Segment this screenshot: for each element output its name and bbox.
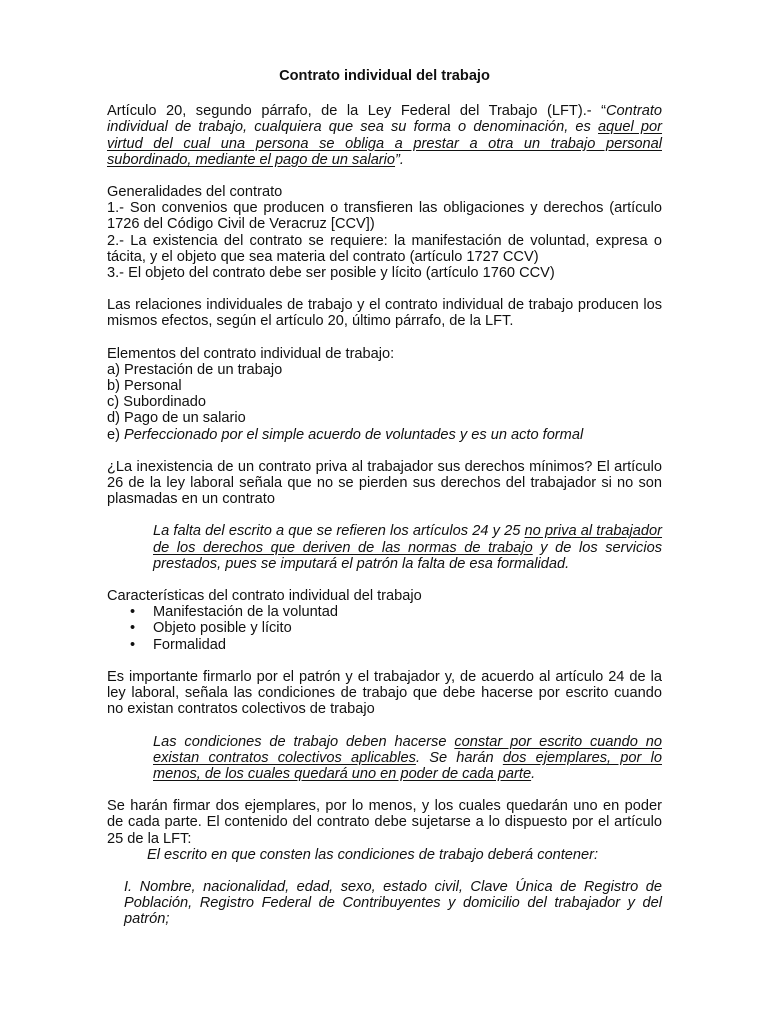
articulo-26-quote [153,523,662,572]
articulo-25-intro: El escrito en que consten las condiciones de trabajo deberá contener: [147,846,599,863]
caracteristicas-section [107,588,662,653]
elementos-item-e [107,427,662,443]
caracteristicas-list [107,604,662,653]
list-item-label: Formalidad [153,636,226,653]
fraccion-1-line-1: I. Nombre, nacionalidad, edad, sexo, estado civil, Clave Única de Registro de [124,878,662,895]
elementos-item-e-text: Perfeccionado por el simple acuerdo de voluntades y es un acto formal [124,426,584,443]
firmar-paragraph: Se harán firmar dos ejemplares, por lo menos, y los cuales quedarán uno en poder de cada parte. El contenido del contrato debe sujetarse a lo dispuesto por el artículo 25 de la LFT: [107,798,662,847]
bullet-icon: • [130,620,136,637]
list-item-label: Manifestación de la voluntad [153,604,338,621]
quote1-underlined: no priva al trabajador de los derechos que deriven de las normas de trabajo [153,523,663,556]
elementos-item-c: c) Subordinado [107,394,206,411]
document-title: Contrato individual del trabajo [279,68,490,84]
generalidades-heading: Generalidades del contrato [107,184,283,201]
articulo-25-fraccion-1 [124,879,662,928]
article-20-lead: Artículo 20, segundo párrafo, de la Ley Federal del Trabajo (LFT).- “ [107,103,607,120]
list-item-label: Objeto posible y lícito [153,620,292,637]
quote2-part-a: Las condiciones de trabajo deben hacerse [153,733,455,750]
article-20-definition: Contrato individual de trabajo, cualquiera que sea su forma o denominación, es [107,103,662,136]
bullet-icon: • [130,604,136,621]
list-item [107,604,662,620]
caracteristicas-heading: Características del contrato individual del trabajo [107,588,422,605]
elementos-item-e-prefix: e) [107,426,125,443]
quote2-underlined-2: dos ejemplares, por lo menos, de los cuales quedará uno en poder de cada parte [153,749,662,782]
quote2-underlined-1: constar por escrito cuando no existan contratos colectivos aplicables [153,733,662,766]
quote1-part-a: La falta del escrito a que se refieren los artículos 24 y 25 [153,523,525,540]
article-20-paragraph [107,103,662,168]
article-20-close: ”. [395,151,404,168]
fraccion-1-line-2: Población, Registro Federal de Contribuyentes y domicilio del trabajador y del patrón; [124,895,662,928]
quote2-part-b: . Se harán [415,749,503,766]
elementos-item-a: a) Prestación de un trabajo [107,361,283,378]
elementos-item-d: d) Pago de un salario [107,410,246,427]
elementos-item-b: b) Personal [107,378,182,395]
list-item [107,637,662,653]
quote1-part-b: y de los servicios prestados, pues se imputará el patrón la falta de esa formalidad. [153,539,662,572]
list-item [107,620,662,636]
article-20-definition-underlined: aquel por virtud del cual una persona se obliga a prestar a otra un trabajo personal subordinado, mediante el pago de un salario [107,119,663,168]
bullet-icon: • [130,636,136,653]
generalidades-item-1: 1.- Son convenios que producen o transfieren las obligaciones y derechos (artículo 1726 del Código Civil de Veracruz [CCV]) [107,200,662,233]
generalidades-item-3: 3.- El objeto del contrato debe ser posible y lícito (artículo 1760 CCV) [107,265,555,282]
inexistencia-paragraph: ¿La inexistencia de un contrato priva al trabajador sus derechos mínimos? El artículo 26 de la ley laboral señala que no se pierden sus derechos del trabajador si no son plasmadas en un contrato [107,458,662,508]
articulo-24-quote [153,734,662,783]
firmarlo-paragraph: Es importante firmarlo por el patrón y el trabajador y, de acuerdo al artículo 24 de la ley laboral, señala las condiciones de trabajo que debe hacerse por escrito cuando no existan contratos colectivos de trabajo [107,668,662,718]
elementos-section [107,346,662,443]
generalidades-section [107,184,662,281]
generalidades-item-2: 2.- La existencia del contrato se requiere: la manifestación de voluntad, expresa o tácita, y el objeto que sea materia del contrato (artículo 1727 CCV) [107,232,662,265]
quote2-part-c: . [531,765,536,782]
relaciones-paragraph: Las relaciones individuales de trabajo y el contrato individual de trabajo producen los mismos efectos, según el artículo 20, último párrafo, de la LFT. [107,297,662,330]
elementos-heading: Elementos del contrato individual de trabajo: [107,345,395,362]
